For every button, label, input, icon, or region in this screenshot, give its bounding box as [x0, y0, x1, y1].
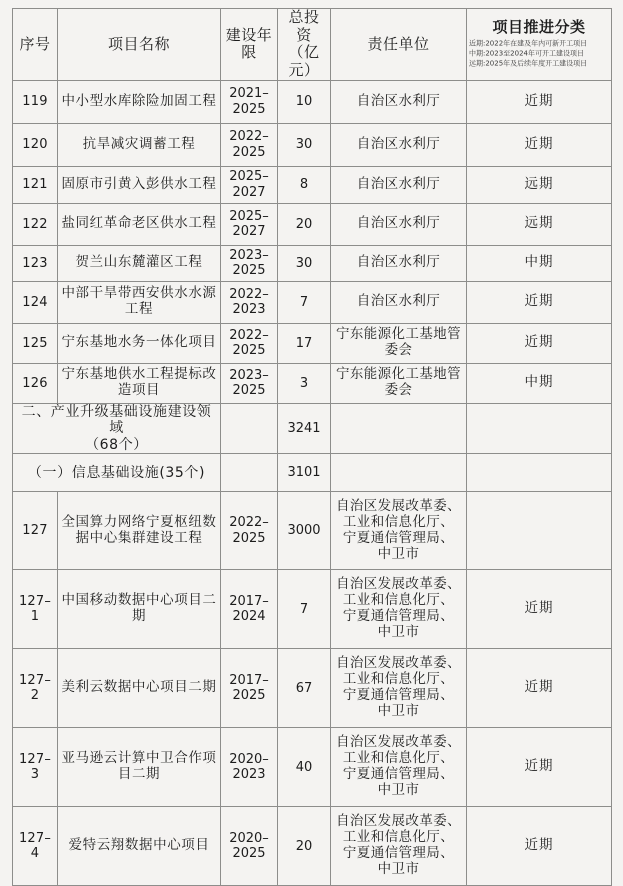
- cell-total-investment: 7: [278, 570, 331, 649]
- cell-responsible-unit: [331, 492, 467, 570]
- period-end: 2024: [232, 609, 266, 625]
- cell-advancement-classification: 近期: [467, 807, 612, 886]
- cell-project-name: 爱特云翔数据中心项目: [58, 807, 221, 886]
- period-end: 2023: [232, 767, 266, 783]
- period-start: 2023–: [229, 247, 269, 263]
- cell-responsible-unit: [331, 570, 467, 649]
- cell-total-investment: 30: [278, 245, 331, 281]
- period-start: 2022–: [229, 327, 269, 343]
- period-end: 2025: [232, 688, 266, 704]
- section-title-line: 二、产业升级基础设施建设领域: [21, 403, 212, 437]
- period-end: 2025: [232, 530, 266, 546]
- cell-advancement-classification: 近期: [467, 281, 612, 323]
- cell-total-investment: 7: [278, 281, 331, 323]
- cell-advancement-classification: 近期: [467, 123, 612, 166]
- table-row: [13, 166, 612, 203]
- cell-serial-number: 126: [13, 363, 58, 403]
- cell-construction-period: [221, 807, 278, 886]
- cell-serial-number: 124: [13, 281, 58, 323]
- total-investment-unit: （亿元）: [288, 43, 320, 80]
- column-header-responsible-unit: 责任单位: [331, 9, 467, 81]
- responsible-unit-line: 中卫市: [377, 861, 420, 878]
- responsible-unit-line: 委会: [384, 382, 413, 399]
- cell-total-investment: 20: [278, 203, 331, 245]
- responsible-unit-line: 宁夏通信管理局、: [342, 845, 455, 862]
- cell-responsible-unit: [331, 80, 467, 123]
- column-header-advancement-classification: [467, 9, 612, 81]
- cell-construction-period: [221, 123, 278, 166]
- classification-note-mid-term: 中期:2023至2024年可开工建设项目: [469, 49, 584, 58]
- cell-advancement-classification: 中期: [467, 363, 612, 403]
- cell-advancement-classification: [467, 454, 612, 492]
- cell-advancement-classification: 远期: [467, 203, 612, 245]
- responsible-unit-line: 工业和信息化厅、: [342, 513, 455, 530]
- cell-responsible-unit: [331, 454, 467, 492]
- cell-serial-number: 127–3: [13, 728, 58, 807]
- responsible-unit-line: 自治区水利厅: [356, 92, 441, 109]
- cell-advancement-classification: 近期: [467, 728, 612, 807]
- cell-total-investment: 8: [278, 166, 331, 203]
- cell-advancement-classification: 中期: [467, 245, 612, 281]
- cell-project-name: 宁东基地供水工程提标改造项目: [58, 363, 221, 403]
- cell-construction-period: [221, 454, 278, 492]
- cell-project-name: 盐同红革命老区供水工程: [58, 203, 221, 245]
- cell-project-name: 亚马逊云计算中卫合作项目二期: [58, 728, 221, 807]
- column-header-serial-number: 序号: [13, 9, 58, 81]
- column-header-project-name: 项目名称: [58, 9, 221, 81]
- table-row: [13, 245, 612, 281]
- cell-construction-period: [221, 166, 278, 203]
- responsible-unit-line: 中卫市: [377, 545, 420, 562]
- responsible-unit-line: 宁东能源化工基地管: [335, 366, 462, 383]
- cell-serial-number: 127–2: [13, 649, 58, 728]
- cell-serial-number: 119: [13, 80, 58, 123]
- table-row: [13, 492, 612, 570]
- responsible-unit-line: 自治区发展改革委、: [335, 576, 462, 593]
- cell-construction-period: [221, 492, 278, 570]
- table-row: [13, 323, 612, 363]
- cell-responsible-unit: [331, 123, 467, 166]
- cell-project-name: 中部干旱带西安供水水源工程: [58, 281, 221, 323]
- table-row: [13, 203, 612, 245]
- cell-serial-number: 122: [13, 203, 58, 245]
- period-end: 2025: [232, 263, 266, 279]
- table-row: [13, 363, 612, 403]
- section-title: [13, 454, 221, 492]
- cell-construction-period: [221, 80, 278, 123]
- table-body: [13, 80, 612, 886]
- cell-construction-period: [221, 323, 278, 363]
- cell-responsible-unit: [331, 245, 467, 281]
- period-start: 2025–: [229, 208, 269, 224]
- responsible-unit-line: 工业和信息化厅、: [342, 750, 455, 767]
- cell-advancement-classification: 近期: [467, 649, 612, 728]
- cell-construction-period: [221, 203, 278, 245]
- total-investment-stack: [281, 9, 327, 80]
- responsible-unit-line: 工业和信息化厅、: [342, 829, 455, 846]
- cell-serial-number: 127–4: [13, 807, 58, 886]
- cell-project-name: 抗旱减灾调蓄工程: [58, 123, 221, 166]
- column-header-construction-period: 建设年限: [221, 9, 278, 81]
- period-end: 2027: [232, 224, 266, 240]
- cell-advancement-classification: 近期: [467, 323, 612, 363]
- cell-project-name: 中小型水库除险加固工程: [58, 80, 221, 123]
- period-end: 2025: [232, 383, 266, 399]
- cell-total-investment: 3241: [278, 403, 331, 454]
- responsible-unit-line: 委会: [384, 342, 413, 359]
- header-row: [13, 9, 612, 81]
- cell-total-investment: 30: [278, 123, 331, 166]
- period-start: 2020–: [229, 751, 269, 767]
- cell-responsible-unit: [331, 203, 467, 245]
- cell-total-investment: 3: [278, 363, 331, 403]
- responsible-unit-line: 自治区发展改革委、: [335, 734, 462, 751]
- section-row: [13, 454, 612, 492]
- cell-advancement-classification: [467, 403, 612, 454]
- responsible-unit-line: 宁夏通信管理局、: [342, 608, 455, 625]
- period-start: 2023–: [229, 367, 269, 383]
- responsible-unit-line: 宁夏通信管理局、: [342, 529, 455, 546]
- cell-construction-period: [221, 245, 278, 281]
- period-end: 2025: [232, 846, 266, 862]
- period-start: 2017–: [229, 672, 269, 688]
- table-row: [13, 570, 612, 649]
- responsible-unit-line: 自治区水利厅: [356, 254, 441, 271]
- cell-serial-number: 127: [13, 492, 58, 570]
- period-start: 2025–: [229, 169, 269, 185]
- responsible-unit-line: 宁夏通信管理局、: [342, 766, 455, 783]
- cell-responsible-unit: [331, 649, 467, 728]
- responsible-unit-line: 自治区发展改革委、: [335, 655, 462, 672]
- cell-serial-number: 121: [13, 166, 58, 203]
- cell-responsible-unit: [331, 403, 467, 454]
- cell-advancement-classification: 近期: [467, 570, 612, 649]
- responsible-unit-line: 自治区发展改革委、: [335, 813, 462, 830]
- cell-serial-number: 125: [13, 323, 58, 363]
- cell-project-name: 中国移动数据中心项目二期: [58, 570, 221, 649]
- cell-responsible-unit: [331, 281, 467, 323]
- classification-title: 项目推进分类: [492, 17, 586, 36]
- period-end: 2025: [232, 101, 266, 117]
- table-row: [13, 649, 612, 728]
- responsible-unit-line: 自治区水利厅: [356, 175, 441, 192]
- period-start: 2022–: [229, 286, 269, 302]
- responsible-unit-line: 自治区水利厅: [356, 293, 441, 310]
- period-start: 2017–: [229, 593, 269, 609]
- cell-responsible-unit: [331, 323, 467, 363]
- cell-total-investment: 10: [278, 80, 331, 123]
- cell-advancement-classification: 近期: [467, 80, 612, 123]
- project-list-table: [12, 8, 612, 886]
- table-row: [13, 728, 612, 807]
- cell-serial-number: 123: [13, 245, 58, 281]
- responsible-unit-line: 自治区水利厅: [356, 215, 441, 232]
- table-row: [13, 807, 612, 886]
- cell-total-investment: 40: [278, 728, 331, 807]
- cell-construction-period: [221, 649, 278, 728]
- table-row: [13, 281, 612, 323]
- period-start: 2022–: [229, 515, 269, 531]
- period-start: 2021–: [229, 86, 269, 102]
- cell-construction-period: [221, 281, 278, 323]
- responsible-unit-line: 中卫市: [377, 782, 420, 799]
- cell-serial-number: 120: [13, 123, 58, 166]
- cell-project-name: 宁东基地水务一体化项目: [58, 323, 221, 363]
- responsible-unit-line: 宁东能源化工基地管: [335, 326, 462, 343]
- section-title-line: （68个）: [85, 436, 148, 453]
- cell-serial-number: 127–1: [13, 570, 58, 649]
- period-end: 2023: [232, 302, 266, 318]
- table-header: [13, 9, 612, 81]
- cell-responsible-unit: [331, 363, 467, 403]
- cell-construction-period: [221, 728, 278, 807]
- section-title-line: （一）信息基础设施(35个): [27, 464, 206, 481]
- period-end: 2025: [232, 144, 266, 160]
- cell-project-name: 全国算力网络宁夏枢纽数据中心集群建设工程: [58, 492, 221, 570]
- cell-project-name: 固原市引黄入彭供水工程: [58, 166, 221, 203]
- table-row: [13, 123, 612, 166]
- responsible-unit-line: 自治区发展改革委、: [335, 497, 462, 514]
- cell-responsible-unit: [331, 807, 467, 886]
- responsible-unit-line: 宁夏通信管理局、: [342, 687, 455, 704]
- responsible-unit-line: 工业和信息化厅、: [342, 671, 455, 688]
- responsible-unit-line: 中卫市: [377, 624, 420, 641]
- cell-responsible-unit: [331, 166, 467, 203]
- cell-construction-period: [221, 403, 278, 454]
- cell-project-name: 美利云数据中心项目二期: [58, 649, 221, 728]
- period-end: 2025: [232, 343, 266, 359]
- cell-total-investment: 20: [278, 807, 331, 886]
- responsible-unit-line: 中卫市: [377, 703, 420, 720]
- cell-total-investment: 3000: [278, 492, 331, 570]
- classification-note-near-term: 近期:2022年在建及年内可新开工项目: [469, 39, 588, 48]
- cell-advancement-classification: 远期: [467, 166, 612, 203]
- classification-note-long-term: 远期:2025年及后续年度开工建设项目: [469, 59, 588, 68]
- column-header-total-investment: [278, 9, 331, 81]
- cell-construction-period: [221, 363, 278, 403]
- responsible-unit-line: 工业和信息化厅、: [342, 592, 455, 609]
- cell-project-name: 贺兰山东麓灌区工程: [58, 245, 221, 281]
- section-title: [13, 403, 221, 454]
- section-row: [13, 403, 612, 454]
- table-row: [13, 80, 612, 123]
- total-investment-label: 总投资: [288, 8, 320, 44]
- cell-total-investment: 3101: [278, 454, 331, 492]
- cell-construction-period: [221, 570, 278, 649]
- responsible-unit-line: 自治区水利厅: [356, 135, 441, 152]
- cell-total-investment: 17: [278, 323, 331, 363]
- cell-responsible-unit: [331, 728, 467, 807]
- period-end: 2027: [232, 184, 266, 200]
- period-start: 2020–: [229, 830, 269, 846]
- cell-advancement-classification: [467, 492, 612, 570]
- cell-total-investment: 67: [278, 649, 331, 728]
- period-start: 2022–: [229, 129, 269, 145]
